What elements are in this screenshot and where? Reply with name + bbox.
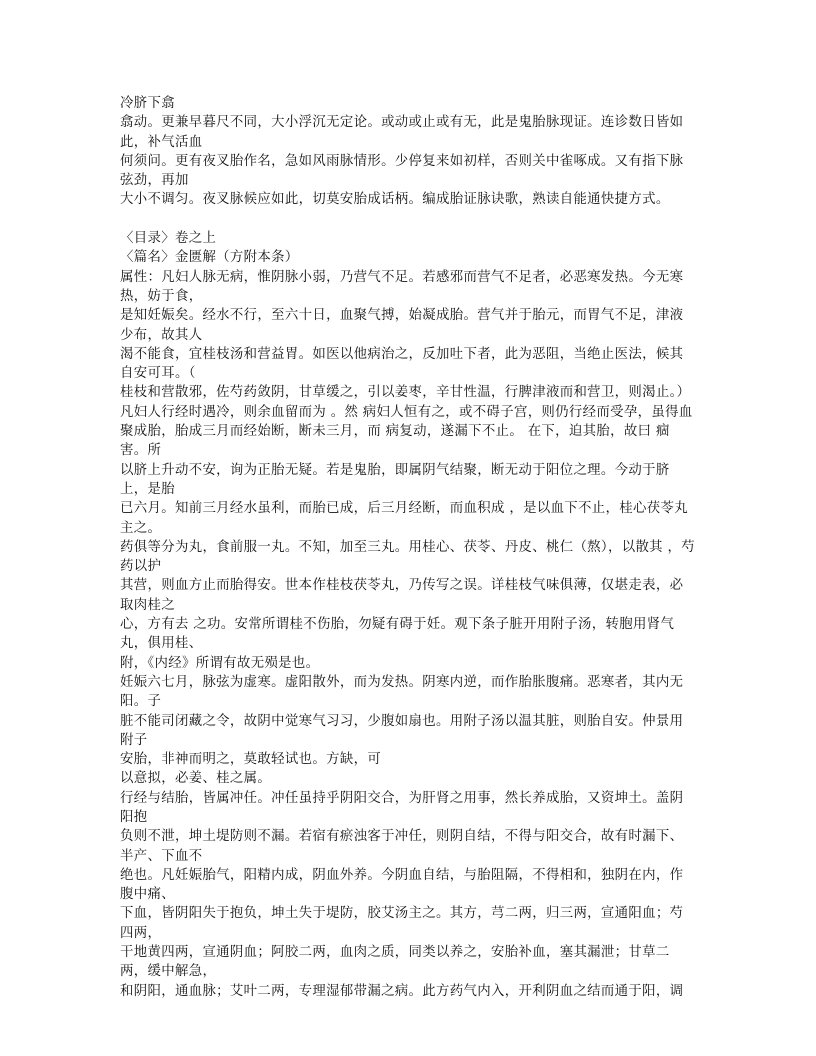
text-line: 是知妊娠矣。经水不行，至六十日，血聚气搏，始凝成胎。营气并于胎元，而胃气不足，津液少布，故其人 xyxy=(120,308,684,343)
text-line: 安胎，非神而明之，莫敢轻试也。方缺，可 xyxy=(120,752,382,768)
text-line: 下血，皆阴阳失于抱负，坤土失于堤防，胶艾汤主之。其方，芎二两，归三两，宣通阳血；芍四两， xyxy=(120,906,684,941)
text-line: 心，方有去 之功。安常所谓桂不伤胎，勿疑有碍于妊。观下条子脏开用附子汤，转胞用肾气丸，俱用桂、 xyxy=(120,617,675,652)
text-line: 渴不能食，宜桂枝汤和营益胃。如医以他病治之，反加吐下者，此为恶阻，当绝止医法，候其自安可耳。（ xyxy=(120,346,684,382)
text-line: 行经与结胎，皆属冲任。冲任虽持乎阴阳交合，为肝肾之用事，然长养成胎，又资坤土。盖阴阳抱 xyxy=(120,790,684,825)
text-line: 已六月。知前三月经水虽利，而胎已成，后三月经断，而血积成 ，是以血下不止，桂心茯苓丸主之。 xyxy=(120,501,688,536)
text-line: 翕动。更兼早暮尺不同，大小浮沉无定论。或动或止或有无，此是鬼胎脉现证。连诊数日皆如此，补气活血 xyxy=(120,115,684,150)
text-line: 属性：凡妇人脉无病，惟阴脉小弱，乃营气不足。若感邪而营气不足者，必恶寒发热。今无寒热，妨于食， xyxy=(120,269,684,304)
text-line: 脏不能司闭藏之令，故阴中觉寒气习习，少腹如扇也。用附子汤以温其脏，则胎自安。仲景用附子 xyxy=(120,713,684,748)
text-line: 凡妇人行经时遇冷，则余血留而为 。然 病妇人恒有之，或不碍子宫，则仍行经而受孕，虽得血聚成胎，胎成三月而经始断，断未三月，而 病复动，遂漏下不止。 在下，迫其胎，故曰 痼害。所 xyxy=(120,404,693,459)
text-line: 何须问。更有夜叉胎作名，急如风雨脉情形。少停复来如初样，否则关中雀啄成。又有指下脉弦劲，再加 xyxy=(120,153,684,189)
paragraph-gap xyxy=(120,210,696,229)
text-line: 以脐上升动不安，询为正胎无疑。若是鬼胎，即属阴气结聚，断无动于阳位之理。今动于脐上，是胎 xyxy=(120,462,670,497)
text-line: 和阴阳，通血脉；艾叶二两，专理湿郁带漏之病。此方药气内入，开利阴血之结而通于阳，调 xyxy=(120,983,684,999)
text-line: 以意拟，必姜、桂之属。 xyxy=(120,771,272,787)
text-line: 冷脐下翕 xyxy=(120,96,175,111)
text-line: 绝也。凡妊娠胎气，阳精内成，阴血外养。今阴血自结，与胎阻隔，不得相和，独阴在内，作腹中痛、 xyxy=(120,867,684,903)
text-line: 〈目录〉卷之上 xyxy=(120,231,217,247)
document-page xyxy=(120,94,696,1001)
text-line: 大小不调匀。夜叉脉候应如此，切莫安胎成话柄。编成胎证脉诀歌，熟读自能通快捷方式。 xyxy=(120,192,670,208)
text-line: 妊娠六七月，脉弦为虚寒。虚阳散外，而为发热。阴寒内逆，而作胎胀腹痛。恶寒者，其内无阳。子 xyxy=(120,674,684,710)
text-line: 〈篇名〉金匮解（方附本条） xyxy=(120,250,299,266)
text-line: 干地黄四两，宣通阴血；阿胶二两，血肉之质，同类以养之，安胎补血，塞其漏泄；甘草二两，缓中解急， xyxy=(120,945,670,980)
text-block-main xyxy=(120,229,696,1001)
text-line: 附，《内经》所谓有故无殒是也。 xyxy=(120,655,320,671)
text-line: 其营，则血方止而胎得安。世本作桂枝茯苓丸，乃传写之误。详桂枝气味俱薄，仅堪走表，必取肉桂之 xyxy=(120,578,684,613)
text-line: 药俱等分为丸，食前服一丸。不知，加至三丸。用桂心、茯苓、丹皮、桃仁（熬），以散其 ，芍药以护 xyxy=(120,539,696,575)
text-line: 桂枝和营散邪，佐芍药敛阴，甘草缓之，引以姜枣，辛甘性温，行脾津液而和营卫，则渴止。） xyxy=(120,385,691,401)
text-block-intro xyxy=(120,94,696,210)
text-line: 负则不泄，坤土堤防则不漏。若宿有瘀浊客于冲任，则阴自结，不得与阳交合，故有时漏下、半产、下血不 xyxy=(120,829,684,864)
